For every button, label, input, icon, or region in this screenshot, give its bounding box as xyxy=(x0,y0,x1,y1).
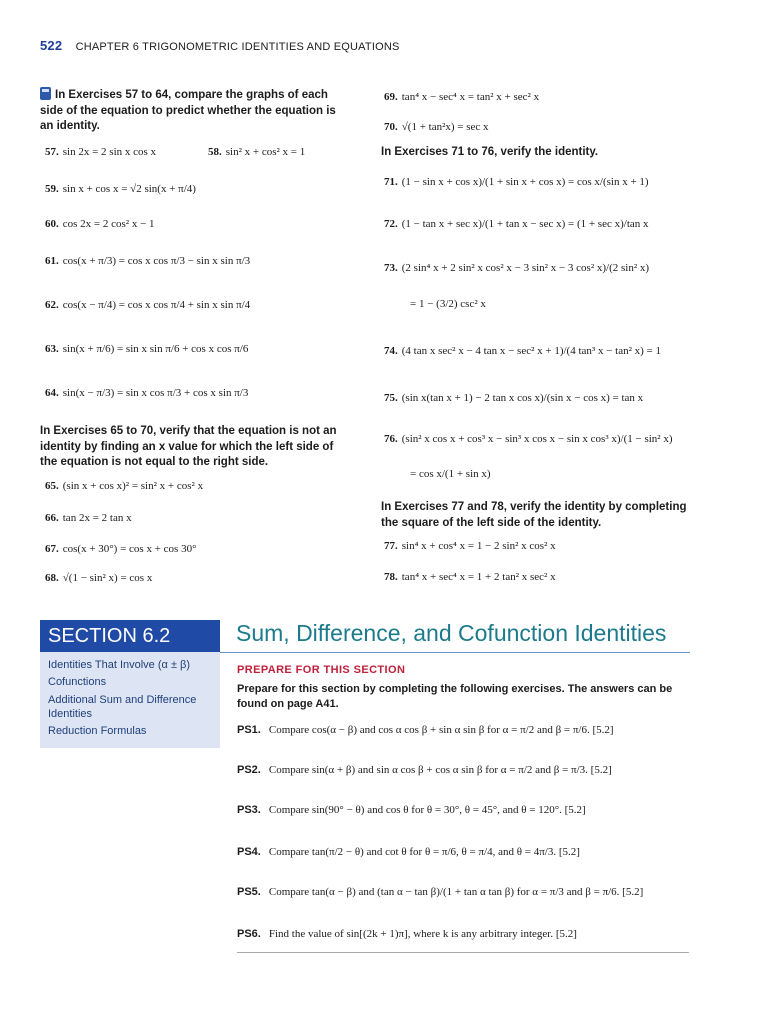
exercise-75: 75. (sin x(tan x + 1) − 2 tan x cos x)/(sin x − cos x) = tan x xyxy=(384,392,644,404)
exercise-63: 63. sin(x + π/6) = sin x sin π/6 + cos x cos π/6 xyxy=(45,343,249,355)
exercise-64: 64. sin(x − π/3) = sin x cos π/3 + cos x sin π/3 xyxy=(45,387,249,399)
exercise-68: 68. √(1 − sin² x) = cos x xyxy=(45,572,153,584)
exercise-65: 65. (sin x + cos x)² = sin² x + cos² x xyxy=(45,480,204,492)
section-topics-sidebar xyxy=(40,652,220,748)
prepare-heading: PREPARE FOR THIS SECTION xyxy=(237,664,406,676)
exercise-78: 78. tan⁴ x + sec⁴ x = 1 + 2 tan² x sec² x xyxy=(384,571,556,583)
topic-item: Reduction Formulas xyxy=(48,725,147,738)
prepare-text: Prepare for this section by completing the following exercises. The answers can be found on page A41. xyxy=(237,683,673,710)
exercise-73-cont: = 1 − (3/2) csc² x xyxy=(410,298,486,310)
exercise-70: 70. √(1 + tan²x) = sec x xyxy=(384,121,489,133)
calculator-icon xyxy=(40,87,51,100)
section-label: SECTION 6.2 xyxy=(40,620,220,652)
prep-exercise-ps5: PS5. Compare tan(α − β) and (tan α − tan β)/(1 + tan α tan β) for α = π/3 and β = π/6. [5.2] xyxy=(237,886,644,898)
exercise-57: 57. sin 2x = 2 sin x cos x xyxy=(45,146,157,158)
exercise-71: 71. (1 − sin x + cos x)/(1 + sin x + cos x) = cos x/(sin x + 1) xyxy=(384,176,649,188)
instructions-57-64: In Exercises 57 to 64, compare the graphs of each side of the equation to predict whether the equation is an identity. xyxy=(40,89,336,133)
exercise-66: 66. tan 2x = 2 tan x xyxy=(45,512,132,524)
exercise-67: 67. cos(x + 30°) = cos x + cos 30° xyxy=(45,543,197,555)
instructions-65-70: In Exercises 65 to 70, verify that the equation is not an identity by finding an x value for which the left side of the equation is not equal to the right side. xyxy=(40,425,337,469)
prep-exercise-ps3: PS3. Compare sin(90° − θ) and cos θ for θ = 30°, θ = 45°, and θ = 120°. [5.2] xyxy=(237,804,586,816)
page-number: 522 xyxy=(40,38,63,53)
exercise-76: 76. (sin² x cos x + cos³ x − sin³ x cos x − sin x cos³ x)/(1 − sin² x) xyxy=(384,433,673,445)
section-title: Sum, Difference, and Cofunction Identities xyxy=(236,620,667,646)
topic-item: Identities That Involve (α ± β) xyxy=(48,659,191,671)
exercise-77: 77. sin⁴ x + cos⁴ x = 1 − 2 sin² x cos² x xyxy=(384,540,556,552)
prep-exercise-ps2: PS2. Compare sin(α + β) and sin α cos β + cos α sin β for α = π/2 and β = π/3. [5.2] xyxy=(237,764,612,776)
section-divider xyxy=(220,652,690,653)
exercise-73: 73. (2 sin⁴ x + 2 sin² x cos² x − 3 sin² x − 3 cos² x)/(2 sin² x) xyxy=(384,262,650,274)
exercise-61: 61. cos(x + π/3) = cos x cos π/3 − sin x sin π/3 xyxy=(45,255,251,267)
exercise-58: 58. sin² x + cos² x = 1 xyxy=(208,146,306,158)
exercise-72: 72. (1 − tan x + sec x)/(1 + tan x − sec x) = (1 + sec x)/tan x xyxy=(384,218,649,230)
chapter-title: CHAPTER 6 TRIGONOMETRIC IDENTITIES AND EQUATIONS xyxy=(75,41,400,53)
prep-exercise-ps6: PS6. Find the value of sin[(2k + 1)π], where k is any arbitrary integer. [5.2] xyxy=(237,928,577,940)
prep-exercise-ps4: PS4. Compare tan(π/2 − θ) and cot θ for θ = π/6, θ = π/4, and θ = 4π/3. [5.2] xyxy=(237,846,580,858)
instructions-71-76: In Exercises 71 to 76, verify the identity. xyxy=(381,146,599,158)
exercise-59: 59. sin x + cos x = √2 sin(x + π/4) xyxy=(45,183,196,195)
running-header xyxy=(40,38,400,53)
exercise-69: 69. tan⁴ x − sec⁴ x = tan² x + sec² x xyxy=(384,91,540,103)
topic-item: Cofunctions xyxy=(48,676,107,689)
prep-exercise-ps1: PS1. Compare cos(α − β) and cos α cos β + sin α sin β for α = π/2 and β = π/6. [5.2] xyxy=(237,724,614,736)
exercise-74: 74. (4 tan x sec² x − 4 tan x − sec² x + 1)/(4 tan³ x − tan² x) = 1 xyxy=(384,345,662,357)
topic-item: Additional Sum and Difference Identities xyxy=(48,693,197,720)
bottom-divider xyxy=(237,952,689,953)
exercise-62: 62. cos(x − π/4) = cos x cos π/4 + sin x sin π/4 xyxy=(45,299,251,311)
instructions-77-78: In Exercises 77 and 78, verify the identity by completing the square of the left side of the identity. xyxy=(381,501,687,529)
exercise-60: 60. cos 2x = 2 cos² x − 1 xyxy=(45,218,155,230)
exercise-76-cont: = cos x/(1 + sin x) xyxy=(410,468,491,480)
